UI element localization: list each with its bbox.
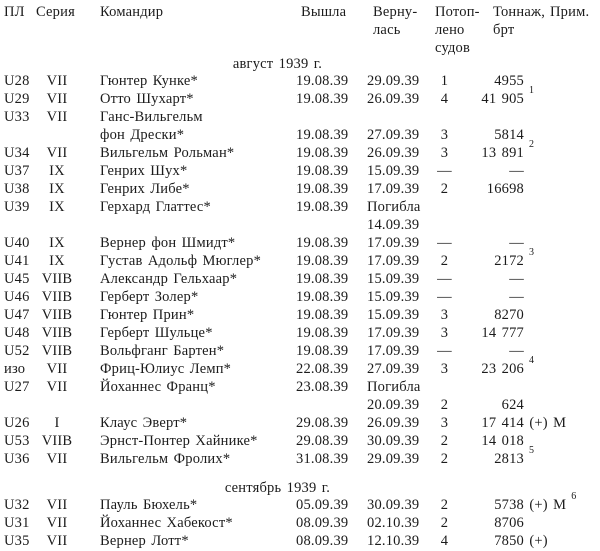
tonnage-value: 13 891 [481, 145, 524, 161]
table-row [0, 396, 600, 414]
header-sunk-line2: лено [435, 22, 465, 38]
cell-returned-date: 15.09.39 [367, 289, 420, 305]
cell-notes [528, 162, 600, 180]
cell-departed-date: 05.09.39 [296, 497, 349, 513]
cell-notes [528, 342, 600, 360]
section-title: сентябрь 1939 г. [224, 480, 331, 496]
footnote-ref: 3 [529, 247, 535, 259]
cell-departed-date: 19.08.39 [296, 235, 349, 251]
cell-returned-date: 29.09.39 [367, 73, 420, 89]
cell-commander: Йоханнес Хабекост* [100, 515, 233, 531]
cell-ships-sunk [427, 216, 462, 234]
cell-notes [528, 432, 600, 450]
cell-returned-date: 20.09.39 [367, 397, 420, 413]
cell-submarine: U29 [4, 91, 30, 107]
footnote-ref: 5 [529, 445, 535, 457]
table-row [0, 139, 600, 162]
cell-returned-date: 27.09.39 [367, 361, 420, 377]
cell-commander: Густав Адольф Мюглер* [100, 253, 262, 269]
tonnage-value: — [509, 289, 524, 305]
cell-tonnage [462, 216, 528, 234]
tonnage-value: — [509, 163, 524, 179]
cell-notes [528, 378, 600, 396]
header-sunk [427, 3, 480, 57]
cell-series: VIIB [41, 289, 73, 305]
cell-ships-sunk: 2 [440, 497, 449, 513]
cell-ships-sunk [427, 108, 462, 126]
cell-tonnage [462, 126, 528, 144]
cell-ships-sunk: 3 [440, 307, 449, 323]
cell-commander: фон Дрески* [100, 127, 185, 143]
cell-submarine: U46 [4, 289, 30, 305]
cell-submarine: изо [4, 361, 26, 377]
cell-notes [528, 216, 600, 234]
table-row [0, 234, 600, 252]
cell-departed-date: 19.08.39 [296, 325, 349, 341]
cell-series: VII [46, 497, 68, 513]
tonnage-suffix: (+) [524, 533, 548, 549]
cell-submarine: U37 [4, 163, 30, 179]
cell-ships-sunk: 3 [440, 361, 449, 377]
cell-commander: Вильгельм Рольман* [100, 145, 235, 161]
tonnage-value: 8270 [494, 307, 524, 323]
cell-commander: Александр Гельхаар* [100, 271, 238, 287]
cell-notes [528, 180, 600, 198]
cell-departed-date: 19.08.39 [296, 289, 349, 305]
cell-submarine: U35 [4, 533, 30, 549]
table-row [0, 198, 600, 216]
cell-ships-sunk: 3 [440, 127, 449, 143]
cell-returned-date: 30.09.39 [367, 433, 420, 449]
cell-commander: Вернер Лотт* [100, 533, 189, 549]
cell-notes [528, 252, 600, 270]
tonnage-value: 5814 [494, 127, 524, 143]
cell-returned-date: 17.09.39 [367, 235, 420, 251]
cell-series: VIIB [41, 343, 73, 359]
tonnage-value: 5738 [494, 497, 524, 513]
cell-notes [528, 72, 600, 90]
cell-departed-date: 29.08.39 [296, 433, 349, 449]
header-pl [0, 3, 36, 57]
tonnage-value: — [509, 271, 524, 287]
cell-returned-date: 27.09.39 [367, 127, 420, 143]
cell-notes [528, 306, 600, 324]
table-row [0, 532, 600, 550]
cell-ships-sunk: 2 [440, 433, 449, 449]
cell-returned-date: 15.09.39 [367, 307, 420, 323]
cell-notes [528, 496, 600, 514]
header-notes-label: Прим. [550, 4, 590, 20]
cell-returned-date: 17.09.39 [367, 343, 420, 359]
table-row [0, 162, 600, 180]
tonnage-value: 14 777 [481, 325, 524, 341]
cell-departed-date: 19.08.39 [296, 271, 349, 287]
cell-returned-date: 30.09.39 [367, 497, 420, 513]
cell-ships-sunk: — [437, 343, 452, 359]
cell-departed-date: 19.08.39 [296, 199, 349, 215]
cell-returned-date: 26.09.39 [367, 415, 420, 431]
cell-notes [528, 414, 600, 432]
cell-series [36, 216, 78, 234]
cell-tonnage [462, 162, 528, 180]
cell-series: VII [46, 361, 68, 377]
cell-series: IX [49, 163, 65, 179]
cell-series: IX [49, 199, 65, 215]
header-series-label: Серия [36, 4, 75, 20]
cell-tonnage [462, 108, 528, 126]
tonnage-value: 2813 [494, 451, 524, 467]
cell-notes [528, 532, 600, 550]
cell-departed-date [295, 216, 365, 234]
cell-commander: Герберт Золер* [100, 289, 199, 305]
cell-submarine: U26 [4, 415, 30, 431]
tonnage-value: 23 206 [481, 361, 524, 377]
cell-commander: Гюнтер Кунке* [100, 73, 198, 89]
cell-tonnage [462, 324, 528, 342]
tonnage-suffix: (+) М [524, 415, 567, 431]
cell-submarine: U28 [4, 73, 30, 89]
cell-submarine: U34 [4, 145, 30, 161]
table-row [0, 378, 600, 396]
table-body [0, 57, 600, 550]
cell-notes [528, 198, 600, 216]
header-returned-line1: Верну- [373, 4, 418, 20]
cell-series: VII [46, 533, 68, 549]
cell-returned-date: 02.10.39 [367, 515, 420, 531]
header-tonnage-line2: брт [493, 22, 515, 38]
cell-series: VIIB [41, 307, 73, 323]
cell-departed-date: 23.08.39 [296, 379, 349, 395]
cell-departed-date: 08.09.39 [296, 515, 349, 531]
cell-tonnage [462, 445, 535, 468]
cell-tonnage [462, 396, 528, 414]
cell-commander [78, 396, 295, 414]
cell-tonnage [462, 288, 528, 306]
cell-ships-sunk: — [437, 163, 452, 179]
cell-tonnage [462, 342, 528, 360]
table-row [0, 324, 600, 342]
cell-series: VIIB [41, 271, 73, 287]
cell-ships-sunk: — [437, 271, 452, 287]
cell-departed-date [295, 396, 365, 414]
table-row [0, 514, 600, 532]
cell-submarine: U31 [4, 515, 30, 531]
cell-tonnage [462, 139, 535, 162]
cell-departed-date: 19.08.39 [296, 73, 349, 89]
cell-tonnage [462, 85, 535, 108]
cell-series: VII [46, 91, 68, 107]
table-row [0, 432, 600, 450]
cell-returned-date: 15.09.39 [367, 271, 420, 287]
cell-departed-date: 08.09.39 [296, 533, 349, 549]
cell-ships-sunk: 2 [440, 253, 449, 269]
cell-notes [528, 396, 600, 414]
header-commander [78, 3, 295, 57]
cell-series: IX [49, 181, 65, 197]
cell-ships-sunk: — [437, 235, 452, 251]
cell-series: VIIB [41, 325, 73, 341]
cell-submarine [0, 396, 36, 414]
tonnage-value: — [509, 343, 524, 359]
header-returned-line2: лась [373, 22, 401, 38]
header-sunk-line3: судов [435, 40, 471, 56]
cell-tonnage [462, 180, 528, 198]
cell-departed-date: 19.08.39 [296, 307, 349, 323]
table-row [0, 270, 600, 288]
tonnage-value: 2172 [494, 253, 524, 269]
cell-commander: Йоханнес Франц* [100, 379, 216, 395]
cell-departed-date [295, 108, 365, 126]
cell-notes [528, 324, 600, 342]
cell-commander: Герхард Глаттес* [100, 199, 211, 215]
cell-tonnage [462, 355, 535, 378]
cell-notes [528, 234, 600, 252]
cell-departed-date: 19.08.39 [296, 127, 349, 143]
cell-submarine: U47 [4, 307, 30, 323]
cell-returned-date: 29.09.39 [367, 451, 420, 467]
header-tonnage-line1: Тоннаж, [493, 4, 546, 20]
cell-commander [78, 216, 295, 234]
cell-submarine: U40 [4, 235, 30, 251]
cell-submarine: U53 [4, 433, 30, 449]
cell-series [36, 396, 78, 414]
header-commander-label: Командир [100, 4, 164, 20]
cell-departed-date: 19.08.39 [296, 145, 349, 161]
cell-series: VII [46, 73, 68, 89]
cell-ships-sunk: 3 [440, 415, 449, 431]
cell-ships-sunk: 2 [440, 451, 449, 467]
cell-series [36, 126, 78, 144]
table-header [0, 3, 600, 57]
cell-departed-date: 19.08.39 [296, 181, 349, 197]
header-sunk-line1: Потоп- [435, 4, 480, 20]
cell-tonnage [462, 414, 567, 432]
cell-ships-sunk: 2 [440, 181, 449, 197]
cell-series: VII [46, 515, 68, 531]
tonnage-value: 14 018 [481, 433, 524, 449]
cell-tonnage [462, 532, 548, 550]
header-departed [295, 3, 365, 57]
cell-ships-sunk: 4 [440, 91, 449, 107]
cell-tonnage [462, 270, 528, 288]
cell-departed-date: 19.08.39 [296, 163, 349, 179]
cell-tonnage [462, 72, 528, 90]
tonnage-value: 4955 [494, 73, 524, 89]
cell-ships-sunk: — [437, 289, 452, 305]
table-row [0, 72, 600, 90]
cell-notes [528, 90, 600, 108]
cell-commander: Генрих Либе* [100, 181, 190, 197]
cell-tonnage [462, 247, 535, 270]
cell-ships-sunk: 3 [440, 145, 449, 161]
tonnage-value: 41 905 [481, 91, 524, 107]
cell-commander: Вернер фон Шмидт* [100, 235, 236, 251]
cell-notes [528, 288, 600, 306]
table-row [0, 414, 600, 432]
cell-commander: Клаус Эверт* [100, 415, 188, 431]
cell-tonnage [462, 198, 528, 216]
cell-tonnage [462, 491, 577, 514]
table-row [0, 342, 600, 360]
cell-departed-date: 19.08.39 [296, 253, 349, 269]
cell-notes [528, 270, 600, 288]
cell-notes [528, 450, 600, 468]
footnote-ref: 2 [529, 139, 535, 151]
footnote-ref: 4 [529, 355, 535, 367]
cell-submarine: U41 [4, 253, 30, 269]
table-row [0, 288, 600, 306]
cell-returned-date: Погибла [367, 379, 421, 395]
cell-returned-date: 17.09.39 [367, 325, 420, 341]
cell-returned-date: 17.09.39 [367, 181, 420, 197]
cell-series: I [54, 415, 60, 431]
header-notes [528, 3, 600, 57]
cell-notes [528, 144, 600, 162]
cell-departed-date: 19.08.39 [296, 91, 349, 107]
header-series [36, 3, 78, 57]
header-departed-label: Вышла [301, 4, 347, 20]
cell-ships-sunk [427, 378, 462, 396]
cell-returned-date: 17.09.39 [367, 253, 420, 269]
cell-submarine: U52 [4, 343, 30, 359]
cell-notes [528, 126, 600, 144]
cell-notes [528, 514, 600, 532]
cell-departed-date: 22.08.39 [296, 361, 349, 377]
cell-ships-sunk: 4 [440, 533, 449, 549]
table-row [0, 180, 600, 198]
cell-commander: Генрих Шух* [100, 163, 188, 179]
cell-ships-sunk: 2 [440, 515, 449, 531]
tonnage-value: 7850 [494, 533, 524, 549]
table-row [0, 491, 600, 514]
cell-departed-date: 19.08.39 [296, 343, 349, 359]
table-row [0, 216, 600, 234]
cell-series: IX [49, 253, 65, 269]
table-row [0, 306, 600, 324]
cell-returned-date: 15.09.39 [367, 163, 420, 179]
cell-notes [528, 108, 600, 126]
cell-commander: Вильгельм Фролих* [100, 451, 231, 467]
header-tonnage [462, 3, 546, 57]
cell-submarine: U36 [4, 451, 30, 467]
cell-commander: Ганс-Вильгельм [100, 109, 203, 125]
cell-returned-date: Погибла [367, 199, 421, 215]
cell-series: VII [46, 109, 68, 125]
cell-submarine: U45 [4, 271, 30, 287]
tonnage-value: — [509, 235, 524, 251]
table-row [0, 355, 600, 378]
cell-returned-date: 14.09.39 [367, 217, 420, 233]
cell-ships-sunk: 2 [440, 397, 449, 413]
cell-tonnage [462, 234, 528, 252]
cell-returned-date: 12.10.39 [367, 533, 420, 549]
cell-notes [528, 360, 600, 378]
cell-submarine: U32 [4, 497, 30, 513]
cell-commander: Пауль Бюхель* [100, 497, 198, 513]
footnote-ref: 1 [529, 85, 535, 97]
cell-series: VII [46, 379, 68, 395]
cell-commander: Вольфганг Бартен* [100, 343, 225, 359]
cell-series: IX [49, 235, 65, 251]
cell-commander: Гюнтер Прин* [100, 307, 195, 323]
tonnage-value: 16698 [486, 181, 524, 197]
table-row [0, 247, 600, 270]
cell-returned-date: 26.09.39 [367, 91, 420, 107]
tonnage-suffix: (+) М [524, 497, 567, 513]
cell-returned-date: 26.09.39 [367, 145, 420, 161]
table-row [0, 85, 600, 108]
cell-returned-date [365, 108, 427, 126]
header-pl-label: ПЛ [4, 4, 25, 20]
cell-tonnage [462, 378, 528, 396]
tonnage-value: 624 [501, 397, 524, 413]
table-row [0, 126, 600, 144]
cell-tonnage [462, 432, 528, 450]
cell-commander: Фриц-Юлиус Лемп* [100, 361, 232, 377]
cell-submarine: U33 [4, 109, 30, 125]
cell-submarine: U27 [4, 379, 30, 395]
cell-submarine [0, 126, 36, 144]
cell-departed-date: 31.08.39 [296, 451, 349, 467]
cell-submarine: U39 [4, 199, 30, 215]
tonnage-value: 8706 [494, 515, 524, 531]
cell-commander: Отто Шухарт* [100, 91, 194, 107]
cell-commander: Эрнст-Понтер Хайнике* [100, 433, 258, 449]
cell-commander: Герберт Шульце* [100, 325, 213, 341]
cell-series: VIIB [41, 433, 73, 449]
cell-ships-sunk: 1 [440, 73, 449, 89]
tonnage-value: 17 414 [481, 415, 524, 431]
cell-series: VII [46, 145, 68, 161]
section-title: август 1939 г. [232, 56, 323, 72]
table-row [0, 108, 600, 126]
table-row [0, 445, 600, 468]
cell-ships-sunk: 3 [440, 325, 449, 341]
cell-submarine: U38 [4, 181, 30, 197]
footnote-ref: 6 [571, 491, 577, 503]
cell-submarine: U48 [4, 325, 30, 341]
cell-tonnage [462, 306, 528, 324]
cell-departed-date: 29.08.39 [296, 415, 349, 431]
header-returned [365, 3, 427, 57]
cell-tonnage [462, 514, 528, 532]
cell-submarine [0, 216, 36, 234]
cell-series: VII [46, 451, 68, 467]
cell-ships-sunk [427, 198, 462, 216]
